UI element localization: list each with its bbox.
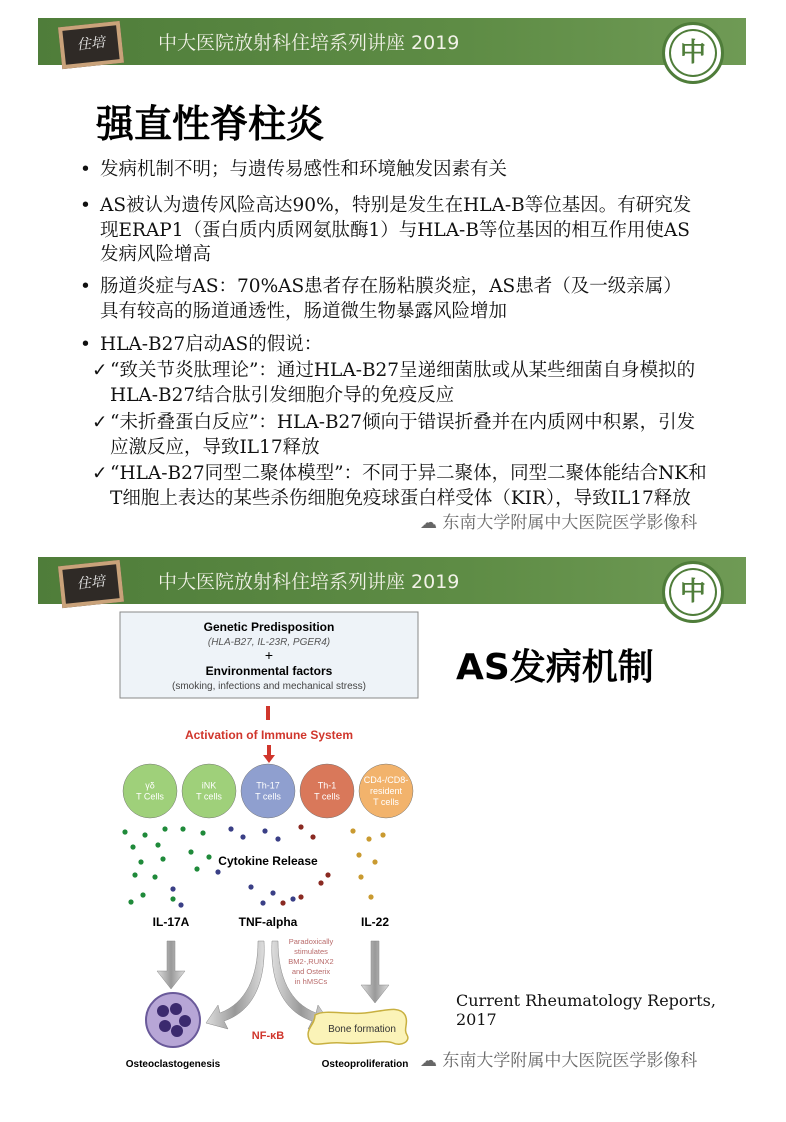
hypothesis (92, 411, 710, 460)
hypothesis-text: “未折叠蛋白反应”：HLA-B27倾向于错误折叠并在内质网中积累，引发应激反应，导致IL17释放 (110, 412, 696, 458)
cell-label: T cells (196, 791, 222, 802)
slide-1 (38, 18, 746, 543)
cytokine-dot (228, 826, 233, 831)
slide-2 (38, 557, 746, 1077)
cell-label: Th-1 (317, 780, 337, 791)
cytokine-dot (368, 894, 373, 899)
series-title: 中大医院放射科住培系列讲座 2019 (158, 571, 460, 593)
arrow-il17a (157, 941, 185, 989)
bullet-text: HLA-B27启动AS的假说： (100, 334, 323, 355)
cytokine-dot (298, 894, 303, 899)
activation-label: Activation of Immune System (184, 728, 354, 742)
hypothesis (92, 462, 710, 511)
chalkboard-logo: 住培 (58, 21, 124, 69)
bullet: • AS被认为遗传风险高达90%，特别是发生在HLA-B等位基因。有研究发现ERAP1（蛋白质内质网氨肽酶1）与HLA-B等位基因的相互作用使AS发病风险增高 (80, 195, 692, 265)
cytokine-dot (240, 834, 245, 839)
t-cell (359, 764, 413, 818)
t-cell (241, 764, 295, 818)
wechat-icon: ☁ (420, 1051, 443, 1071)
bullet: • 肠道炎症与AS：70%AS患者存在肠粘膜炎症，AS患者（及一级亲属）具有较高的肠道通透性，肠道微生物暴露风险增加 (80, 276, 682, 322)
cell-label: T cells (373, 797, 399, 807)
paradox-note-line: in hMSCs (294, 977, 328, 986)
cytokine-dot (372, 859, 377, 864)
cytokine-dot (122, 829, 127, 834)
il22-label: IL-22 (360, 915, 390, 929)
red-arrow-shaft (266, 706, 270, 720)
cytokine-dot (162, 826, 167, 831)
cytokine-dot (152, 874, 157, 879)
cytokine-dot (132, 872, 137, 877)
cytokine-dot (275, 836, 280, 841)
wechat-icon: ☁ (420, 513, 443, 533)
check-icon: ✓ (92, 463, 108, 484)
cell-label: T cells (255, 791, 281, 802)
chalkboard-logo: 住培 (58, 560, 124, 608)
bullet: • HLA-B27启动AS的假说： (80, 334, 323, 355)
slide-title: 强直性脊柱炎 (96, 102, 325, 146)
genes-text: (HLA-B27, IL-23R, PGER4) (207, 637, 331, 648)
cytokine-dot (180, 826, 185, 831)
env-heading: Environmental factors (205, 664, 333, 678)
cell-label: resident (369, 786, 403, 796)
cytokine-dot (215, 869, 220, 874)
cytokine-dot (170, 896, 175, 901)
cytokine-dot (248, 884, 253, 889)
nfkb-label: NF-κB (251, 1030, 285, 1042)
genetic-heading: Genetic Predisposition (203, 620, 335, 634)
cytokine-dot (262, 828, 267, 833)
paradox-note-line: stimulates (294, 947, 328, 956)
bullet-text: AS被认为遗传风险高达90%，特别是发生在HLA-B等位基因。有研究发现ERAP1（蛋白质内质网氨肽酶1）与HLA-B等位基因的相互作用使AS发病风险增高 (100, 195, 692, 265)
hypothesis-text: “HLA-B27同型二聚体模型”：不同于异二聚体，同型二聚体能结合NK和T细胞上表达的某些杀伤细胞免疫球蛋白样受体（KIR），导致IL17释放 (110, 463, 707, 509)
cytokine-dot (130, 844, 135, 849)
t-cell (182, 764, 236, 818)
watermark (420, 1046, 697, 1071)
cytokine-dot (200, 830, 205, 835)
t-cell (123, 764, 177, 818)
hospital-seal-logo: 中 (662, 561, 724, 623)
cytokine-dot (270, 890, 275, 895)
cell-label: CD4-/CD8- (363, 775, 409, 785)
slide-title: AS发病机制 (456, 647, 654, 688)
cytokine-dot (358, 874, 363, 879)
cytokine-dot (128, 899, 133, 904)
series-title: 中大医院放射科住培系列讲座 2019 (158, 32, 460, 54)
watermark (420, 508, 697, 533)
cytokine-dot (366, 836, 371, 841)
osteoproliferation-label: Osteoproliferation (321, 1059, 409, 1070)
plus-sign: + (264, 647, 274, 663)
arrow-tnf-left (206, 941, 264, 1029)
bullet-text: 发病机制不明；与遗传易感性和环境触发因素有关 (100, 159, 508, 180)
cytokine-dot (325, 872, 330, 877)
osteoclast-icon (146, 993, 200, 1047)
cytokine-dot (350, 828, 355, 833)
cell-label: T Cells (136, 791, 164, 802)
cell-label: Th-17 (256, 780, 280, 791)
watermark-text: 东南大学附属中大医院医学影像科 (442, 513, 698, 533)
cytokine-dot (260, 900, 265, 905)
bullet: • 发病机制不明；与遗传易感性和环境触发因素有关 (80, 159, 508, 180)
cytokine-dot (188, 849, 193, 854)
cytokine-dot (178, 902, 183, 907)
arrow-il22 (361, 941, 389, 1003)
cytokine-dot (142, 832, 147, 837)
paradox-note-line: Paradoxically (288, 937, 334, 946)
bone-formation-label: Bone formation (328, 1024, 396, 1035)
pathogenesis-diagram (113, 607, 433, 1077)
cytokine-dot (280, 900, 285, 905)
cytokine-dot (356, 852, 361, 857)
paradox-note-line: BM2-,RUNX2 (288, 957, 334, 966)
check-icon: ✓ (92, 412, 108, 433)
cytokine-dot (380, 832, 385, 837)
env-detail: (smoking, infections and mechanical stress) (172, 681, 366, 692)
t-cell (300, 764, 354, 818)
hypothesis (92, 359, 710, 408)
cytokine-dot (298, 824, 303, 829)
cell-label: γδ (145, 780, 155, 791)
tnf-label: TNF-alpha (238, 915, 298, 929)
cytokine-dot (290, 896, 295, 901)
cytokine-dot (138, 859, 143, 864)
watermark-text: 东南大学附属中大医院医学影像科 (442, 1051, 698, 1071)
citation: Current Rheumatology Reports, 2017 (456, 991, 716, 1029)
cytokine-dot (170, 886, 175, 891)
hospital-seal-logo: 中 (662, 22, 724, 84)
cell-label: iNK (201, 780, 217, 791)
header-band (38, 18, 746, 68)
cytokine-release-label: Cytokine Release (218, 854, 318, 868)
cytokine-dot (160, 856, 165, 861)
check-icon: ✓ (92, 360, 108, 381)
cytokine-dot (194, 866, 199, 871)
hypothesis-text: “致关节炎肽理论”：通过HLA-B27呈递细菌肽或从某些细菌自身模拟的HLA-B27结合肽引发细胞介导的免疫反应 (110, 360, 696, 406)
paradox-note-line: and Osterix (291, 967, 331, 976)
header-band (38, 557, 746, 607)
bullet-text: 肠道炎症与AS：70%AS患者存在肠粘膜炎症，AS患者（及一级亲属）具有较高的肠道通透性，肠道微生物暴露风险增加 (100, 276, 682, 322)
cytokine-dot (155, 842, 160, 847)
cytokine-dot (318, 880, 323, 885)
osteoclastogenesis-label: Osteoclastogenesis (125, 1059, 221, 1070)
il17a-label: IL-17A (152, 915, 190, 929)
cell-label: T cells (314, 791, 340, 802)
cytokine-dot (206, 854, 211, 859)
cytokine-dot (140, 892, 145, 897)
cytokine-dot (310, 834, 315, 839)
red-arrow-down (263, 745, 275, 763)
